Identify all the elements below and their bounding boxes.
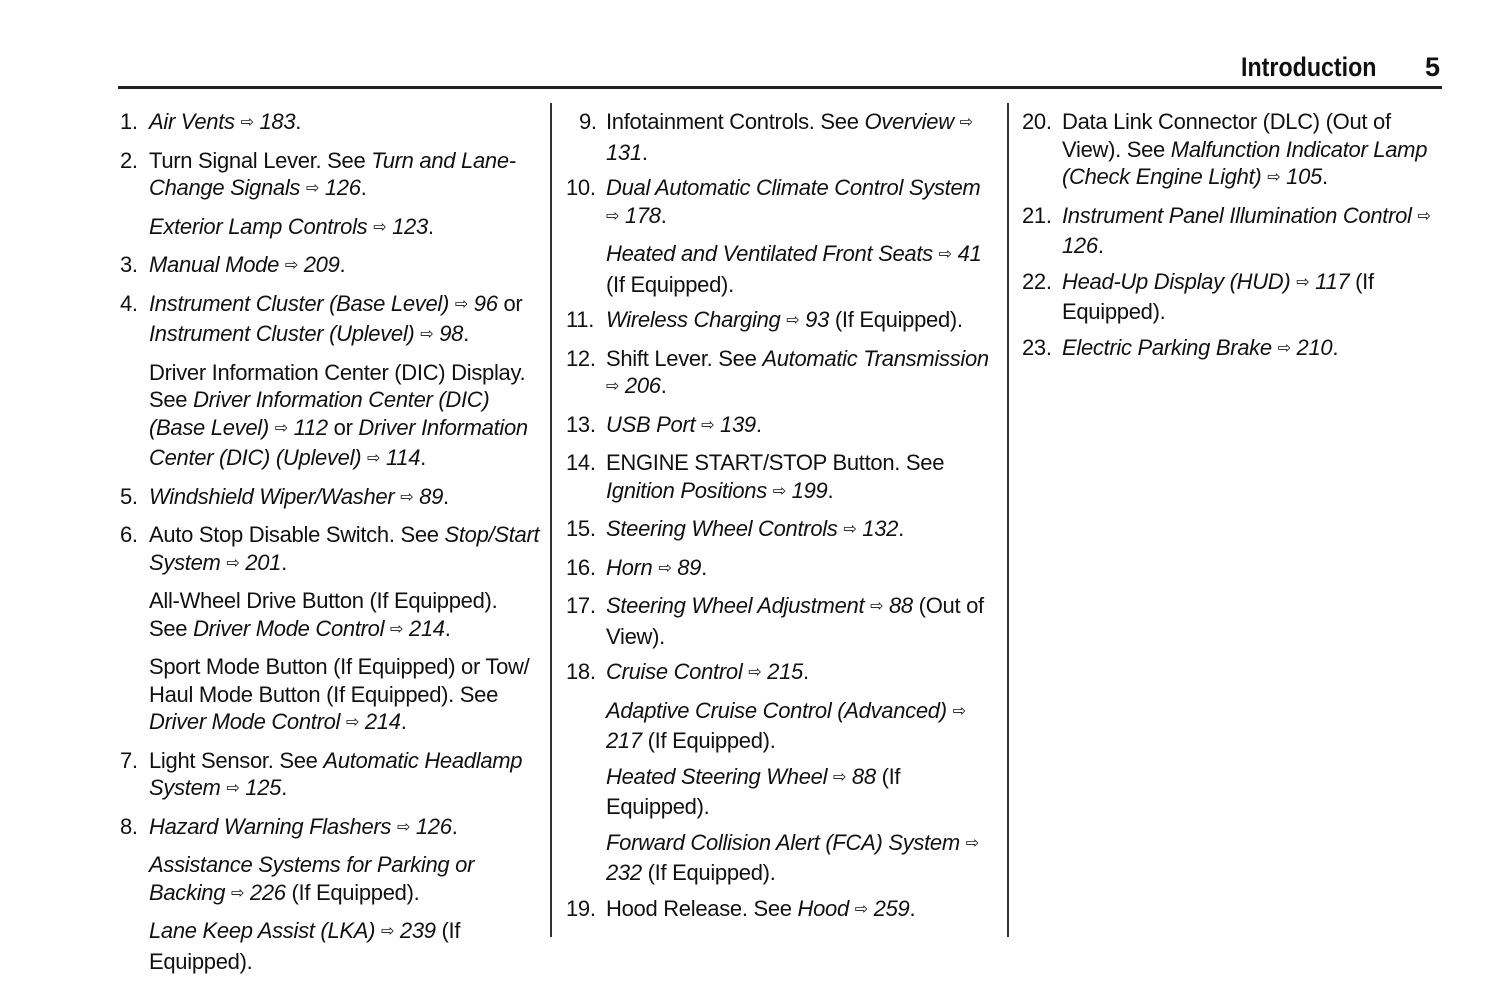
cross-reference: Automatic Headlamp System [149, 747, 523, 800]
cross-reference: 93 [799, 307, 830, 332]
item-text: Sport Mode Button (If Equipped) or Tow/ Haul Mode Button (If Equipped). See [149, 654, 530, 707]
column-divider [1007, 103, 1009, 937]
cross-reference: Horn [606, 554, 653, 580]
cross-reference: 88 [846, 763, 876, 789]
cross-reference: 126 [319, 175, 361, 200]
page-reference-arrow-icon: ⇨ [284, 257, 298, 274]
cross-reference: Driver Mode Control [193, 615, 385, 641]
page-reference-arrow-icon: ⇨ [786, 312, 800, 329]
item-paragraph [606, 829, 991, 887]
cross-reference: 98 [433, 321, 464, 346]
cross-reference: 41 [951, 241, 982, 266]
cross-reference: 226 [244, 879, 286, 905]
item-text: . [660, 373, 667, 398]
cross-reference: Air Vents [149, 109, 235, 134]
cross-reference: 114 [380, 445, 421, 470]
item-paragraph [1062, 268, 1442, 326]
page-reference-arrow-icon: ⇨ [1267, 169, 1281, 186]
cross-reference: Malfunction Indicator Lamp (Check Engine Light) [1062, 136, 1428, 189]
page-reference-arrow-icon: ⇨ [1296, 273, 1310, 291]
item-number: 13. [566, 411, 596, 437]
item-number: 23. [1022, 334, 1052, 360]
item-number: 17. [566, 593, 596, 618]
page-reference-arrow-icon: ⇨ [748, 664, 762, 681]
item-text: Light Sensor. See [149, 747, 324, 773]
list-item [566, 554, 991, 585]
page-reference-arrow-icon: ⇨ [854, 900, 868, 918]
cross-reference: Hazard Warning Flashers [149, 813, 392, 839]
cross-reference: Turn and Lane-Change Signals [149, 147, 516, 200]
item-text: (Out of View). [606, 593, 984, 649]
cross-reference: 89 [413, 483, 444, 509]
item-text: All-Wheel Drive Button (If Equipped). See [149, 588, 498, 641]
cross-reference: Stop/Start System [149, 522, 540, 575]
item-text: . [660, 202, 667, 228]
cross-reference: Wireless Charging [606, 307, 781, 332]
cross-reference: Heated Steering Wheel [606, 763, 828, 789]
cross-reference: Steering Wheel Controls [606, 516, 838, 541]
list-item [566, 411, 991, 442]
page-reference-arrow-icon: ⇨ [380, 923, 395, 940]
list-item [566, 449, 991, 507]
cross-reference: 201 [239, 549, 282, 575]
page-reference-arrow-icon: ⇨ [226, 780, 240, 797]
list-item [120, 483, 540, 514]
cross-reference: Overview [864, 109, 960, 134]
cross-reference: Driver Information Center (DIC) (Uplevel) [149, 414, 528, 470]
page-reference-arrow-icon: ⇨ [367, 450, 381, 467]
cross-reference: 131 [606, 139, 642, 165]
page-header [118, 50, 1442, 89]
item-number: 12. [566, 345, 596, 371]
cross-reference: Steering Wheel Adjustment [606, 593, 865, 618]
item-text: Driver Information Center (DIC) Display. See [149, 359, 526, 412]
list-item [1022, 268, 1442, 326]
cross-reference: Automatic Transmission [762, 345, 989, 371]
list-item [120, 251, 540, 282]
cross-reference: 210 [1290, 334, 1333, 360]
page-reference-arrow-icon: ⇨ [240, 114, 254, 131]
page-reference-arrow-icon: ⇨ [701, 416, 715, 434]
list-item [566, 174, 991, 298]
list-item [566, 895, 991, 926]
page-reference-arrow-icon: ⇨ [772, 482, 786, 500]
item-number: 10. [566, 175, 596, 200]
item-text: . [444, 615, 451, 641]
item-paragraph [149, 851, 540, 909]
cross-reference: 214 [403, 615, 445, 641]
list-item [1022, 202, 1442, 260]
cross-reference: 215 [761, 659, 803, 684]
item-paragraph [606, 345, 991, 403]
cross-reference: 239 [394, 918, 436, 943]
page-reference-arrow-icon: ⇨ [454, 295, 468, 313]
item-text: (If Equipped). [829, 307, 963, 332]
cross-reference: Cruise Control [606, 659, 743, 684]
list-item [120, 147, 540, 244]
list-item [120, 290, 540, 475]
item-number: 9. [579, 109, 597, 134]
page-reference-arrow-icon: ⇨ [843, 521, 857, 538]
page-reference-arrow-icon: ⇨ [1277, 339, 1291, 357]
item-paragraph [149, 813, 540, 844]
cross-reference: Ignition Positions [606, 477, 767, 503]
item-paragraph [606, 449, 991, 507]
item-text: . [898, 516, 904, 541]
item-text: Auto Stop Disable Switch. See [149, 522, 445, 547]
item-paragraph [606, 306, 991, 337]
list-item [1022, 108, 1442, 194]
page-reference-arrow-icon: ⇨ [965, 834, 979, 852]
item-text: . [451, 813, 458, 839]
item-text: . [1322, 164, 1328, 189]
item-number: 20. [1022, 109, 1052, 134]
item-number: 7. [120, 747, 138, 773]
item-text: Turn Signal Lever. See [149, 147, 372, 173]
item-text: . [295, 109, 302, 134]
page-reference-arrow-icon: ⇨ [390, 620, 404, 638]
page-reference-arrow-icon: ⇨ [226, 554, 240, 572]
cross-reference: Forward Collision Alert (FCA) System [606, 829, 966, 855]
cross-reference: Lane Keep Assist (LKA) [149, 918, 376, 943]
cross-reference: 206 [619, 373, 661, 398]
item-paragraph [149, 587, 540, 645]
list-item [566, 592, 991, 650]
page-reference-arrow-icon: ⇨ [345, 714, 360, 731]
item-paragraph [149, 521, 540, 579]
cross-reference: 96 [467, 290, 498, 316]
list-item [566, 658, 991, 887]
cross-reference: 232 [606, 860, 642, 885]
item-number: 18. [566, 659, 596, 684]
cross-reference: Driver Information Center (DIC) (Base Level) [149, 387, 490, 440]
page-reference-arrow-icon: ⇨ [832, 768, 847, 786]
item-paragraph [606, 240, 991, 298]
item-text: Data Link Connector (DLC) (Out of View). See [1062, 109, 1391, 162]
list-item [566, 108, 991, 166]
cross-reference: 89 [671, 554, 702, 580]
item-text: . [755, 411, 762, 437]
cross-reference: Electric Parking Brake [1062, 334, 1272, 360]
item-text: . [281, 775, 287, 800]
item-paragraph [149, 483, 540, 514]
cross-reference: 217 [606, 728, 642, 753]
cross-reference: 117 [1309, 268, 1350, 294]
item-number: 4. [120, 290, 138, 316]
item-paragraph [606, 411, 991, 442]
cross-reference: 259 [867, 895, 910, 921]
page-reference-arrow-icon: ⇨ [870, 598, 884, 615]
item-number: 14. [566, 450, 596, 475]
item-number: 19. [566, 895, 596, 921]
item-paragraph [149, 917, 540, 975]
item-text: (If Equipped). [1062, 268, 1374, 324]
list-item [120, 813, 540, 976]
item-number: 5. [120, 483, 138, 509]
item-text: . [1097, 233, 1104, 258]
item-text: . [641, 139, 648, 165]
item-paragraph [149, 653, 540, 739]
page-reference-arrow-icon: ⇨ [952, 702, 966, 720]
item-text: . [360, 175, 367, 200]
item-text: (If Equipped). [606, 271, 734, 297]
page-reference-arrow-icon: ⇨ [420, 326, 434, 343]
cross-reference: Hood [797, 895, 849, 921]
item-number: 6. [120, 522, 138, 547]
item-paragraph [149, 747, 540, 805]
cross-reference: Assistance Systems for Parking or Backing [149, 852, 475, 905]
item-number: 2. [120, 147, 138, 173]
page-reference-arrow-icon: ⇨ [606, 378, 620, 395]
item-paragraph [606, 592, 991, 650]
column-3 [1022, 100, 1442, 372]
cross-reference: Instrument Cluster (Uplevel) [149, 321, 415, 346]
cross-reference: Driver Mode Control [149, 709, 341, 734]
item-text: Shift Lever. See [606, 345, 763, 371]
page-reference-arrow-icon: ⇨ [396, 818, 411, 836]
item-text: . [443, 483, 449, 509]
cross-reference: Heated and Ventilated Front Seats [606, 241, 933, 266]
list-item [120, 108, 540, 139]
cross-reference: Instrument Cluster (Base Level) [149, 290, 450, 316]
item-text: . [802, 659, 809, 684]
item-text: (If Equipped). [149, 918, 461, 974]
list-item [566, 345, 991, 403]
item-text: . [281, 549, 287, 575]
column-2 [566, 100, 991, 933]
item-paragraph [1062, 202, 1442, 260]
cross-reference: 125 [239, 775, 282, 800]
cross-reference: 178 [619, 202, 661, 228]
item-text: (If Equipped). [285, 879, 420, 905]
cross-reference: Head-Up Display (HUD) [1062, 268, 1291, 294]
item-paragraph [149, 251, 540, 282]
cross-reference: Instrument Panel Illumination Control [1062, 202, 1418, 228]
page-reference-arrow-icon: ⇨ [373, 218, 387, 236]
column-divider [550, 103, 552, 937]
item-text: (If Equipped). [641, 860, 776, 885]
cross-reference: USB Port [606, 411, 696, 437]
item-text: . [909, 895, 916, 921]
cross-reference: 126 [1062, 233, 1098, 258]
cross-reference: 123 [386, 213, 428, 239]
item-number: 22. [1022, 268, 1052, 294]
item-paragraph [606, 658, 991, 689]
item-paragraph [149, 290, 540, 351]
cross-reference: Dual Automatic Climate Control System [606, 175, 981, 200]
item-text: . [701, 554, 707, 580]
item-text: . [400, 709, 407, 734]
cross-reference: 209 [297, 252, 340, 277]
item-paragraph [149, 147, 540, 205]
item-number: 15. [566, 516, 596, 541]
list-item [120, 747, 540, 805]
cross-reference: 112 [287, 414, 328, 440]
item-paragraph [606, 763, 991, 821]
item-paragraph [606, 895, 991, 926]
cross-reference: 214 [359, 709, 401, 734]
cross-reference: Manual Mode [149, 252, 279, 277]
page-reference-arrow-icon: ⇨ [305, 180, 320, 197]
page-reference-arrow-icon: ⇨ [959, 114, 973, 131]
item-text: . [1332, 334, 1339, 360]
item-paragraph [606, 174, 991, 232]
cross-reference: 88 [883, 593, 913, 618]
item-text: ENGINE START/STOP Button. See [606, 450, 945, 475]
item-paragraph [149, 213, 540, 244]
list-item [566, 515, 991, 546]
cross-reference: Exterior Lamp Controls [149, 213, 368, 239]
item-paragraph [606, 554, 991, 585]
item-paragraph [606, 515, 991, 546]
page-reference-arrow-icon: ⇨ [400, 488, 414, 506]
page-reference-arrow-icon: ⇨ [658, 559, 672, 577]
item-number: 3. [120, 252, 138, 277]
item-paragraph [1062, 108, 1442, 194]
item-text: or [327, 414, 359, 440]
item-text: (If Equipped). [606, 763, 901, 819]
item-paragraph [1062, 334, 1442, 365]
item-number: 1. [120, 109, 138, 134]
item-number: 16. [566, 554, 596, 580]
item-text: Hood Release. See [606, 895, 798, 921]
item-text: . [463, 321, 469, 346]
item-number: 8. [120, 813, 138, 839]
list-item [120, 521, 540, 739]
list-item [566, 306, 991, 337]
item-text: or [497, 290, 523, 316]
item-text: . [339, 252, 346, 277]
item-text: Infotainment Controls. See [606, 109, 865, 134]
cross-reference: 199 [785, 477, 828, 503]
item-text: (If Equipped). [641, 728, 776, 753]
list-item [1022, 334, 1442, 365]
page-number: 5 [1424, 52, 1440, 82]
column-1 [120, 100, 540, 983]
section-title: Introduction [1240, 52, 1376, 82]
cross-reference: 126 [410, 813, 452, 839]
page-reference-arrow-icon: ⇨ [274, 419, 288, 437]
cross-reference: 139 [714, 411, 756, 437]
page-reference-arrow-icon: ⇨ [1417, 207, 1431, 225]
item-paragraph [606, 108, 991, 166]
page-reference-arrow-icon: ⇨ [938, 246, 952, 263]
page-reference-arrow-icon: ⇨ [230, 884, 245, 902]
item-number: 21. [1022, 202, 1052, 228]
item-text: . [420, 445, 426, 470]
cross-reference: 132 [856, 516, 899, 541]
item-text: . [827, 477, 834, 503]
cross-reference: 105 [1280, 164, 1322, 189]
page-reference-arrow-icon: ⇨ [606, 207, 620, 225]
item-text: . [427, 213, 434, 239]
item-number: 11. [566, 307, 595, 332]
item-paragraph [149, 108, 540, 139]
cross-reference: 183 [253, 109, 296, 134]
cross-reference: Windshield Wiper/Washer [149, 483, 395, 509]
item-paragraph [149, 359, 540, 475]
item-paragraph [606, 697, 991, 755]
cross-reference: Adaptive Cruise Control (Advanced) [606, 697, 947, 723]
